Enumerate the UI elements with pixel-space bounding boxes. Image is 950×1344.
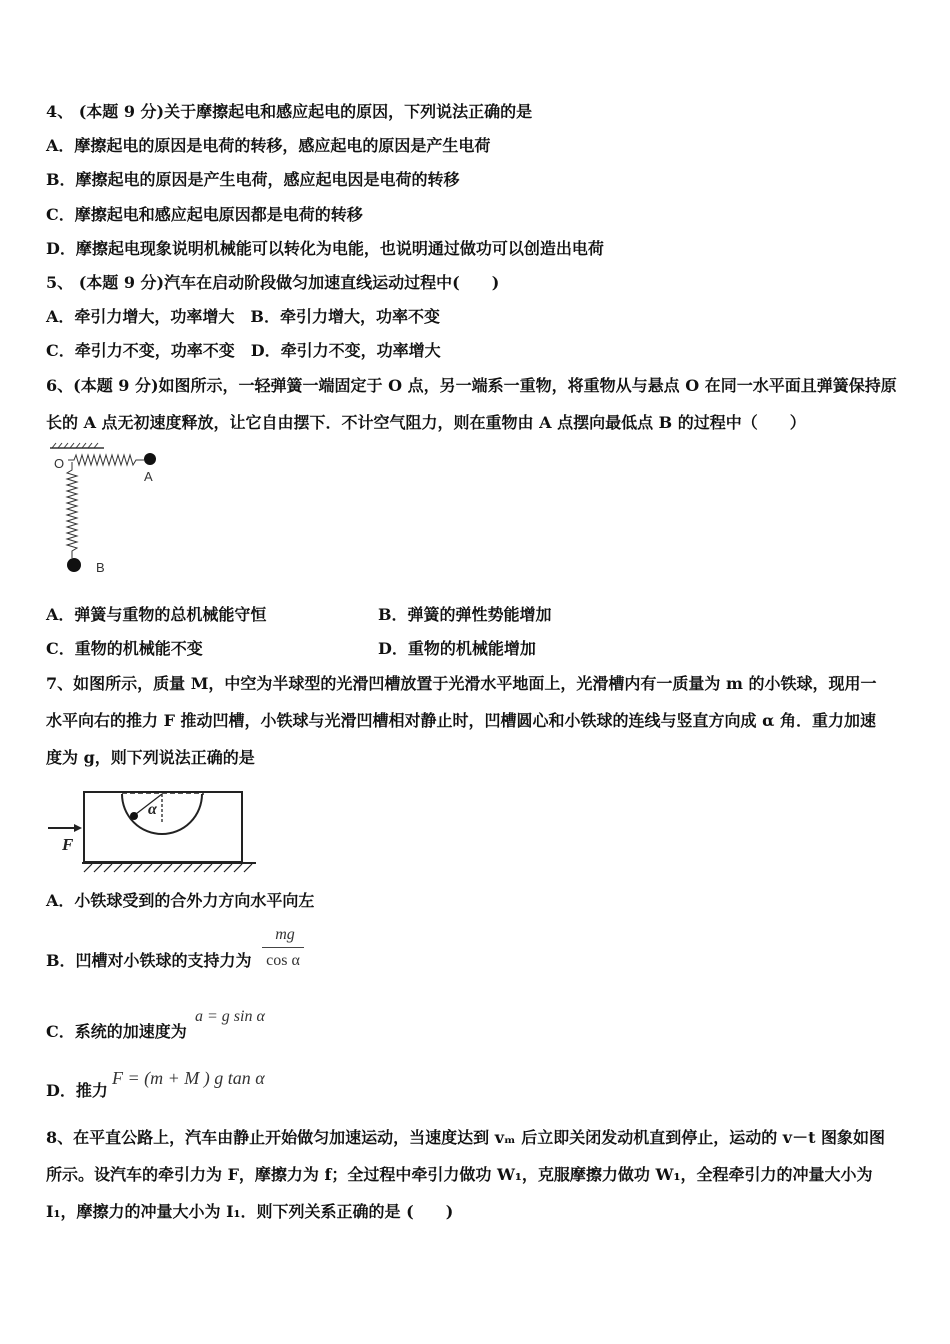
q4-option-a: A．摩擦起电的原因是电荷的转移，感应起电的原因是产生电荷 [46, 136, 491, 155]
q6-fig-label-a: A [144, 469, 153, 484]
q6-option-d: D．重物的机械能增加 [378, 639, 536, 658]
q7-fig-label-f: F [62, 835, 74, 854]
q5-options-cd: C．牵引力不变，功率不变 D．牵引力不变，功率增大 [46, 341, 441, 360]
q7-iron-ball [130, 812, 138, 820]
q5-options-ab: A．牵引力增大，功率增大 B．牵引力增大，功率不变 [46, 307, 440, 326]
q7-option-b: B．凹槽对小铁球的支持力为 [46, 951, 252, 970]
q6-fig-label-o: O [54, 456, 65, 471]
q7-option-c-formula: a = g sin α [195, 1008, 265, 1025]
q8-stem-line2: 所示。设汽车的牵引力为 F，摩擦力为 f；全过程中牵引力做功 W₁，克服摩擦力做功 W₁，全程牵引力的冲量大小为 [46, 1165, 873, 1184]
q6-option-b: B．弹簧的弹性势能增加 [378, 605, 552, 624]
q6-spring-figure [44, 440, 174, 585]
q4-stem: 4、 (本题 9 分)关于摩擦起电和感应起电的原因，下列说法正确的是 [46, 102, 533, 121]
q7-stem-line1: 7、如图所示，质量 M，中空为半球型的光滑凹槽放置于光滑水平地面上，光滑槽内有一质量为 m 的小铁球，现用一 [46, 674, 877, 693]
q8-stem-line3: I₁，摩擦力的冲量大小为 I₁．则下列关系正确的是 ( ) [46, 1202, 454, 1221]
q4-option-d: D．摩擦起电现象说明机械能可以转化为电能，也说明通过做功可以创造出电荷 [46, 239, 604, 258]
q6-mass-b [67, 558, 81, 572]
q6-option-a: A．弹簧与重物的总机械能守恒 [46, 605, 267, 624]
q7-option-b-numerator: mg [275, 926, 295, 943]
q4-option-c: C．摩擦起电和感应起电原因都是电荷的转移 [46, 205, 363, 224]
q7-option-d: D．推力 [46, 1081, 108, 1100]
q6-option-c: C．重物的机械能不变 [46, 639, 203, 658]
q7-option-a: A．小铁球受到的合外力方向水平向左 [46, 891, 315, 910]
q7-groove-figure [44, 784, 259, 876]
q4-option-b: B．摩擦起电的原因是产生电荷，感应起电因是电荷的转移 [46, 170, 460, 189]
q6-mass-a [144, 453, 156, 465]
q5-stem: 5、 (本题 9 分)汽车在启动阶段做匀加速直线运动过程中( ) [46, 273, 500, 292]
q6-fig-label-b: B [96, 560, 105, 575]
q7-stem-line2: 水平向右的推力 F 推动凹槽，小铁球与光滑凹槽相对静止时，凹槽圆心和小铁球的连线与竖直方向成 α 角．重力加速 [46, 711, 876, 730]
q7-option-b-fraction-bar [262, 947, 304, 948]
q7-fig-label-alpha: α [148, 801, 157, 818]
q7-stem-line3: 度为 g，则下列说法正确的是 [46, 748, 255, 767]
q7-option-d-formula: F = (m + M ) g tan α [112, 1068, 265, 1088]
q7-option-b-denominator: cos α [266, 952, 300, 969]
q6-stem-line2: 长的 A 点无初速度释放，让它自由摆下．不计空气阻力，则在重物由 A 点摆向最低点 B 的过程中（ ） [46, 413, 806, 432]
q7-option-c: C．系统的加速度为 [46, 1022, 187, 1041]
q8-stem-line1: 8、在平直公路上，汽车由静止开始做匀加速运动，当速度达到 vₘ 后立即关闭发动机直到停止，运动的 v－t 图象如图 [46, 1128, 886, 1147]
q6-stem-line1: 6、(本题 9 分)如图所示，一轻弹簧一端固定于 O 点，另一端系一重物，将重物从与悬点 O 在同一水平面且弹簧保持原 [46, 376, 897, 395]
